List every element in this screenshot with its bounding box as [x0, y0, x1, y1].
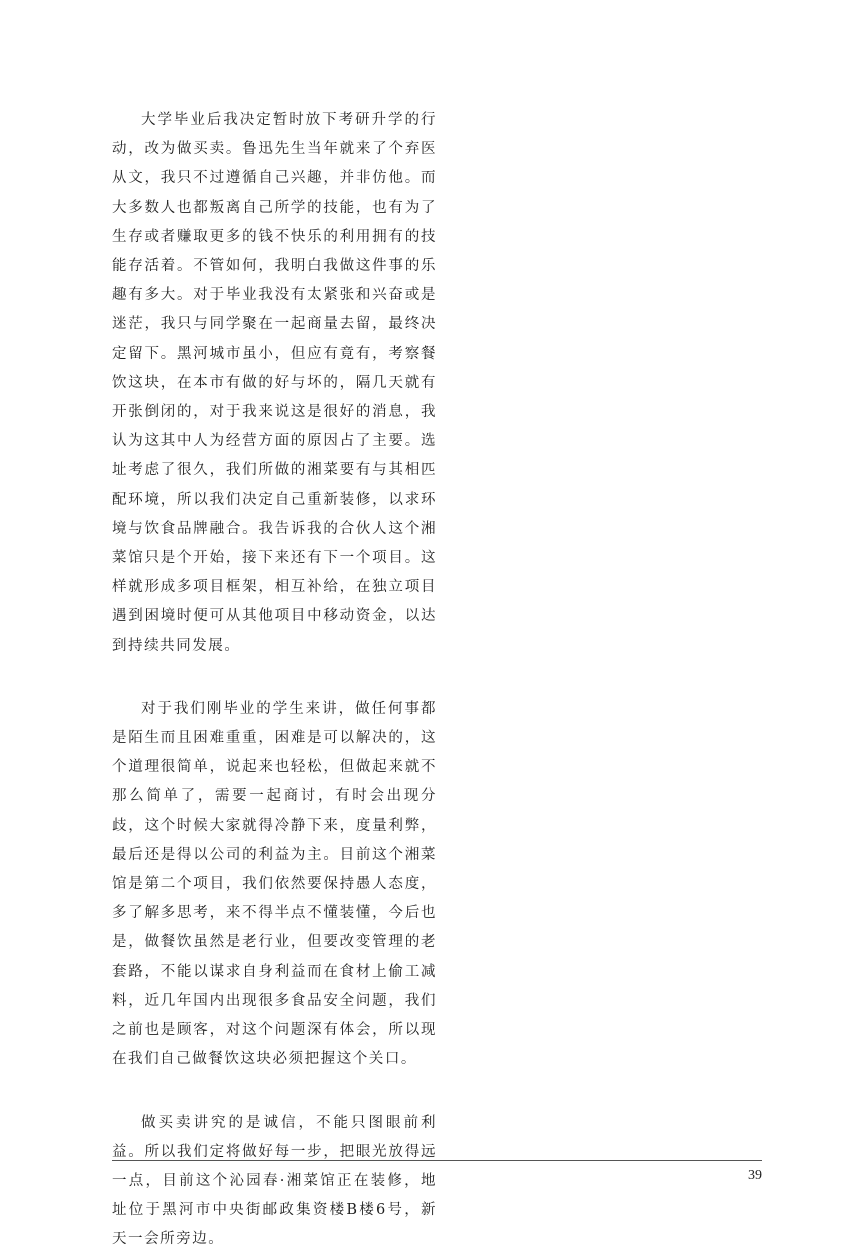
paragraph-1: 大学毕业后我决定暂时放下考研升学的行动，改为做买卖。鲁迅先生当年就来了个弃医从文，我只不过遵循自己兴趣，并非仿他。而大多数人也都叛离自己所学的技能，也有为了生存或者赚取更多的钱不快乐的利用拥有的技能存活着。不管如何，我明白我做这件事的乐趣有多大。对于毕业我没有太紧张和兴奋或是迷茫，我只与同学聚在一起商量去留，最终决定留下。黑河城市虽小，但应有竟有，考察餐饮这块，在本市有做的好与坏的，隔几天就有开张倒闭的，对于我来说这是很好的消息，我认为这其中人为经营方面的原因占了主要。选址考虑了很久，我们所做的湘菜要有与其相匹配环境，所以我们决定自己重新装修，以求环境与饮食品牌融合。我告诉我的合伙人这个湘菜馆只是个开始，接下来还有下一个项目。这样就形成多项目框架，相互补给，在独立项目遇到困境时便可从其他项目中移动资金，以达到持续共同发展。: [112, 112, 437, 654]
paragraph-2: 对于我们刚毕业的学生来讲，做任何事都是陌生而且困难重重，困难是可以解决的，这个道理很简单，说起来也轻松，但做起来就不那么简单了，需要一起商讨，有时会出现分歧，这个时候大家就得冷静下来，度量利弊，最后还是得以公司的利益为主。目前这个湘菜馆是第二个项目，我们依然要保持愚人态度，多了解多思考，来不得半点不懂装懂，今后也是，做餐饮虽然是老行业，但要改变管理的老套路，不能以谋求自身利益而在食材上偷工减料，近几年国内出现很多食品安全问题，我们之前也是顾客，对这个问题深有体会，所以现在我们自己做餐饮这块必须把握这个关口。: [112, 700, 437, 1068]
paragraph-3: 做买卖讲究的是诚信，不能只图眼前利益。所以我们定将做好每一步，把眼光放得远一点，目前这个沁园春·湘菜馆正在装修，地址位于黑河市中央街邮政集资楼B楼6号，新天一会所旁边。: [112, 1114, 437, 1248]
article-body: [112, 106, 437, 1255]
footer-divider: [112, 1160, 762, 1161]
page-number: 39: [748, 1168, 762, 1183]
